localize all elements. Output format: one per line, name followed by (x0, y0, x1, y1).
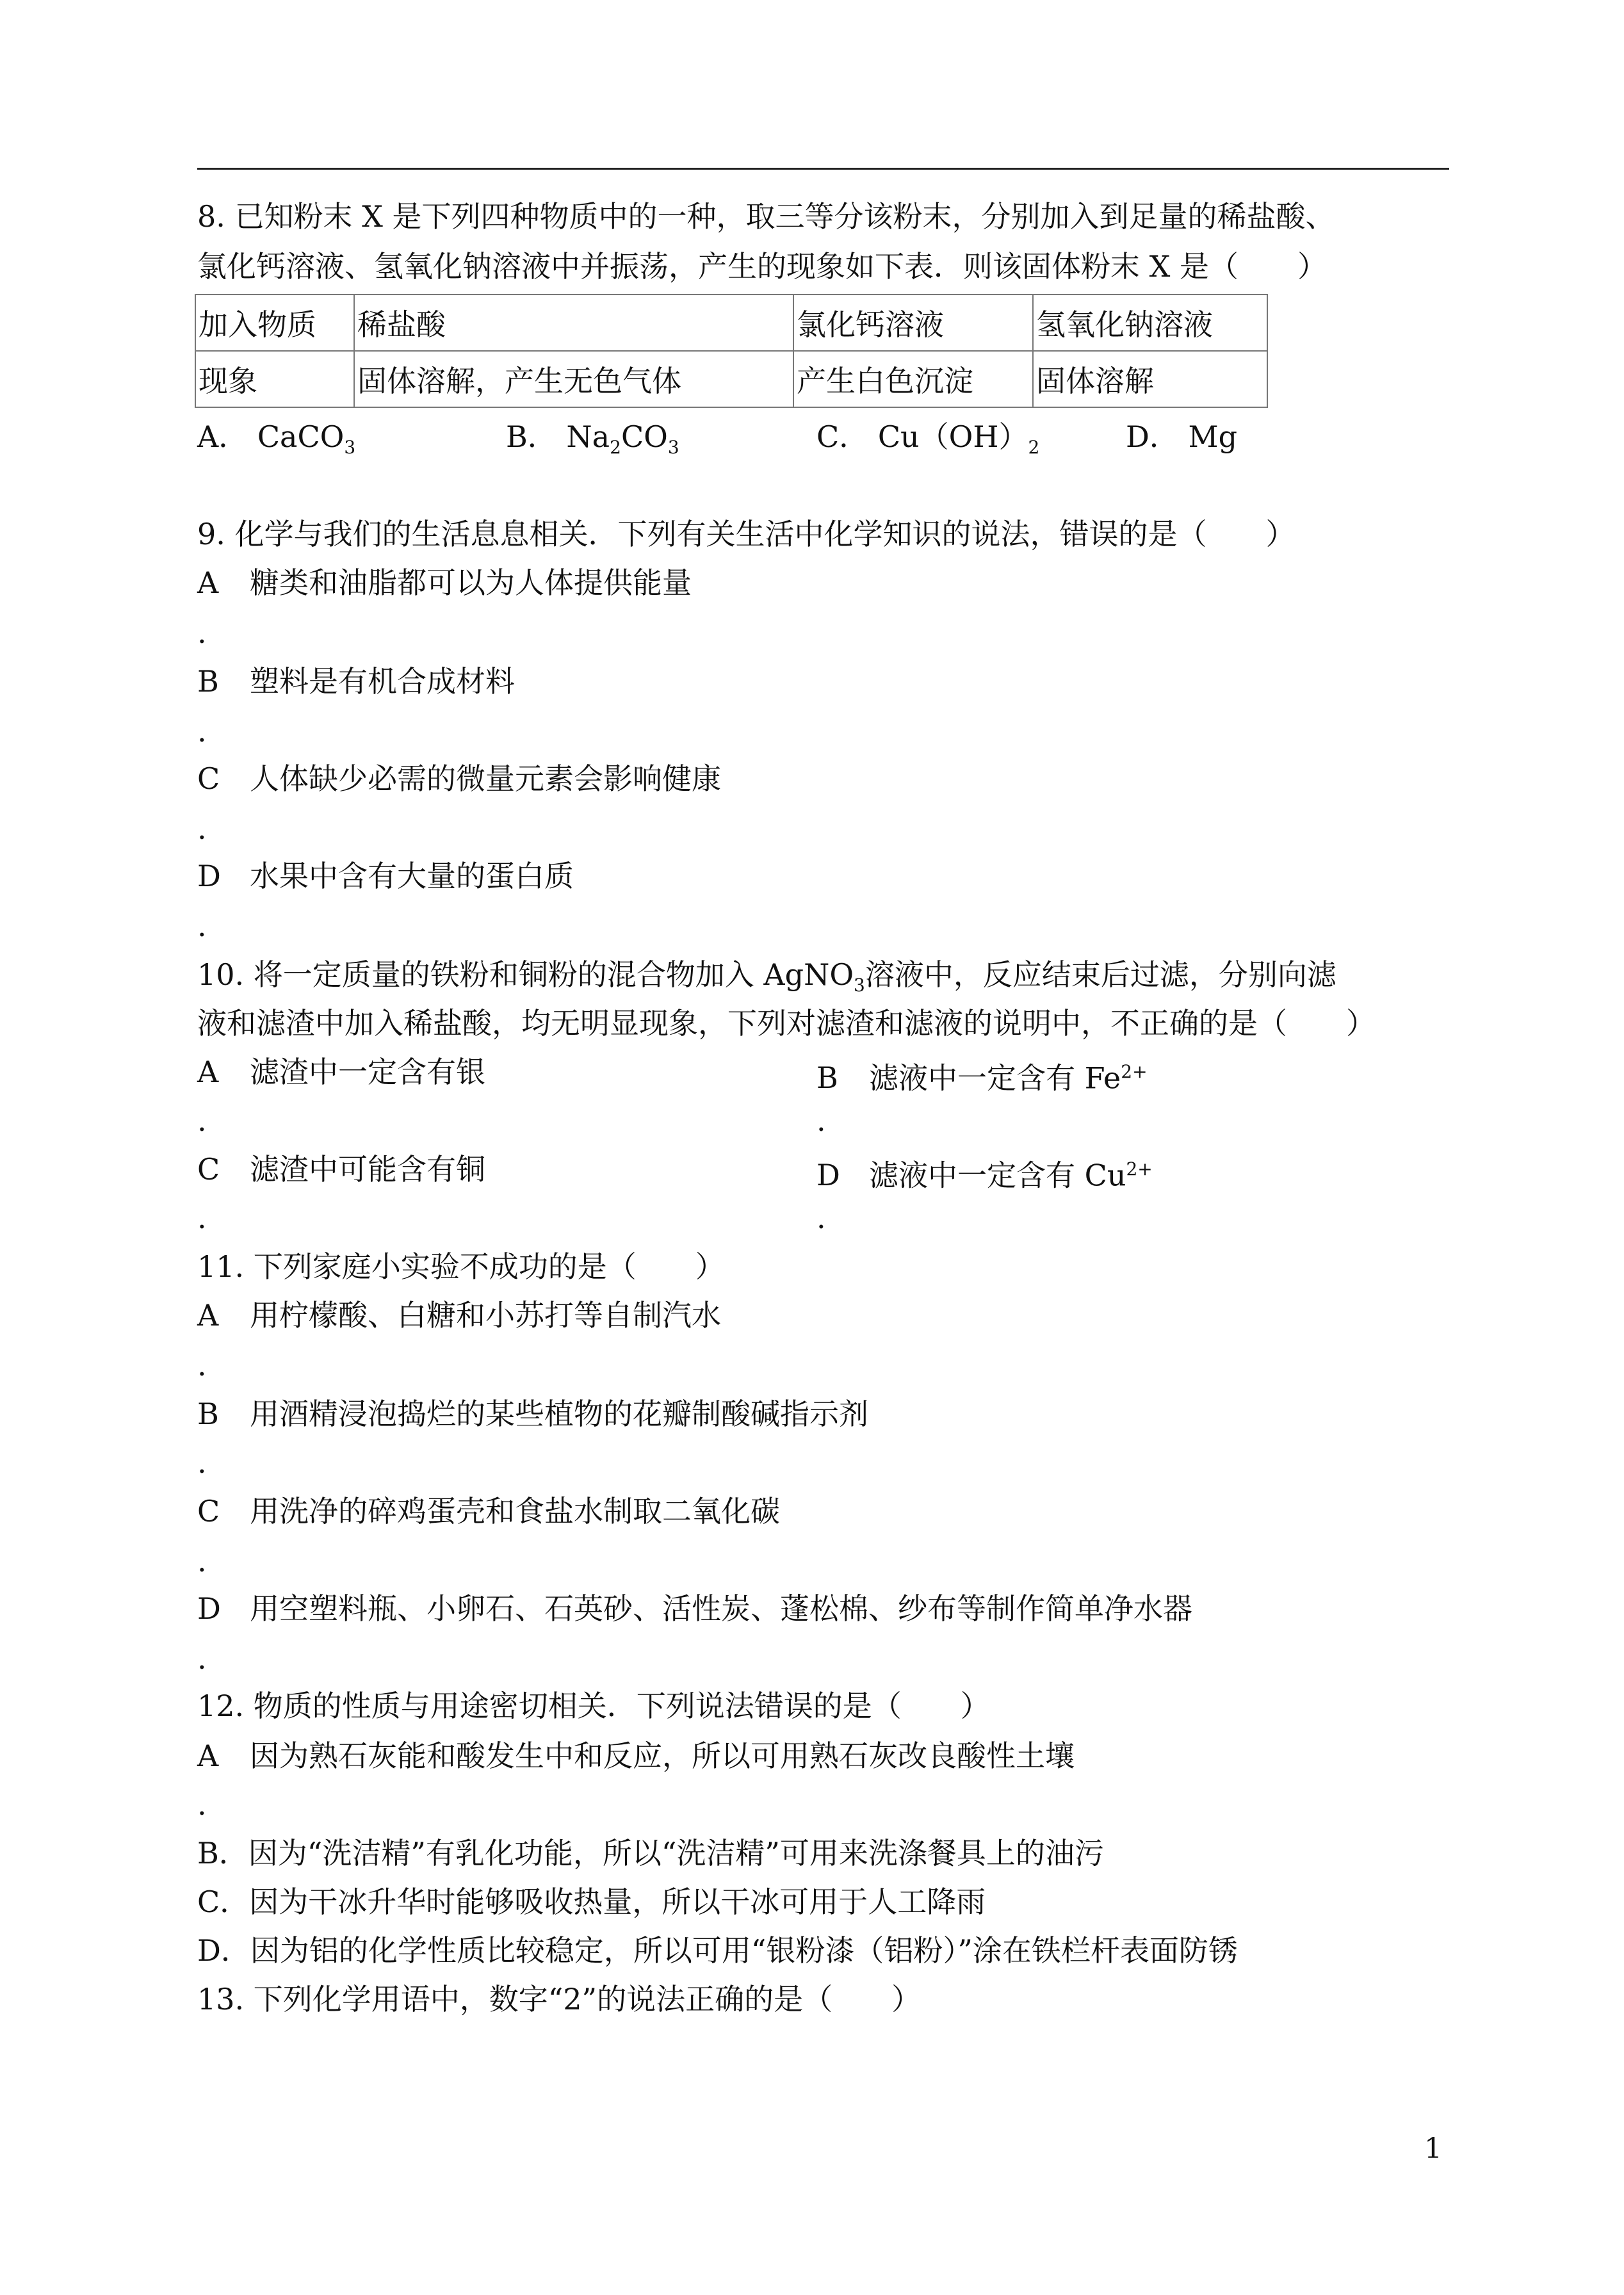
q12-option-b: B．因为“洗洁精”有乳化功能，所以“洗洁精”可用来洗涤餐具上的油污 (197, 1836, 1104, 1870)
table-cell: 固体溶解，产生无色气体 (354, 351, 793, 407)
option-dot: . (197, 1787, 207, 1822)
table-row (195, 295, 1267, 351)
q10-option-b: B 滤液中一定含有 $Fe^{2+}$ (816, 1060, 1148, 1096)
q8-option-a: A． CaCO$_3$ (197, 419, 356, 458)
option-dot: . (197, 1445, 207, 1480)
q8-option-d: D． Mg (1126, 419, 1238, 454)
q9-stem: 9. 化学与我们的生活息息相关．下列有关生活中化学知识的说法，错误的是（ ） (197, 517, 1295, 551)
q8-option-b: B． $Na_2CO_3$ (506, 419, 679, 458)
q11-option-d: D 用空塑料瓶、小卵石、石英砂、活性炭、蓬松棉、纱布等制作简单净水器 (197, 1591, 1192, 1626)
table-cell: 加入物质 (195, 295, 354, 351)
option-dot: . (197, 811, 207, 846)
q8-option-c: C． $Cu(OH)_2$ (816, 419, 1040, 458)
page-number: 1 (1424, 2132, 1442, 2165)
q10-option-a: A 滤渣中一定含有银 (197, 1055, 485, 1089)
table-cell: 现象 (195, 351, 354, 407)
q9-option-c: C 人体缺少必需的微量元素会影响健康 (197, 761, 721, 796)
option-dot: . (197, 615, 207, 650)
table-row (195, 351, 1267, 407)
option-dot: . (816, 1103, 826, 1138)
q10-stem-line2: 液和滤渣中加入稀盐酸，均无明显现象，下列对滤渣和滤液的说明中，不正确的是（ ） (197, 1006, 1376, 1041)
option-dot: . (197, 909, 207, 943)
table-cell: 产生白色沉淀 (793, 351, 1033, 407)
q10-stem-line1: 10. 将一定质量的铁粉和铜粉的混合物加入 AgNO$_3$溶液中，反应结束后过滤，分别向滤 (197, 957, 1336, 996)
q12-option-a: A 因为熟石灰能和酸发生中和反应，所以可用熟石灰改良酸性土壤 (197, 1739, 1075, 1773)
q12-option-c: C．因为干冰升华时能够吸收热量，所以干冰可用于人工降雨 (197, 1885, 986, 1919)
q12-option-d: D．因为铝的化学性质比较稳定，所以可用“银粉漆（铝粉）”涂在铁栏杆表面防锈 (197, 1933, 1238, 1968)
q11-option-a: A 用柠檬酸、白糖和小苏打等自制汽水 (197, 1298, 721, 1333)
q12-stem: 12. 物质的性质与用途密切相关．下列说法错误的是（ ） (197, 1689, 990, 1723)
option-dot: . (197, 1641, 207, 1676)
option-dot: . (197, 1201, 207, 1235)
q13-stem: 13. 下列化学用语中，数字“2”的说法正确的是（ ） (197, 1982, 922, 2016)
table-cell: 氯化钙溶液 (793, 295, 1033, 351)
q8-stem-line2: 氯化钙溶液、氢氧化钠溶液中并振荡，产生的现象如下表．则该固体粉末 X 是（ ） (197, 249, 1327, 284)
table-cell: 氢氧化钠溶液 (1033, 295, 1267, 351)
option-dot: . (816, 1201, 826, 1235)
header-rule (197, 168, 1449, 170)
q11-option-c: C 用洗净的碎鸡蛋壳和食盐水制取二氧化碳 (197, 1494, 780, 1529)
q9-option-d: D 水果中含有大量的蛋白质 (197, 859, 574, 893)
option-dot: . (197, 1103, 207, 1138)
q9-option-b: B 塑料是有机合成材料 (197, 664, 515, 699)
option-dot: . (197, 714, 207, 749)
table-cell: 稀盐酸 (354, 295, 793, 351)
q8-table (195, 294, 1268, 408)
q11-option-b: B 用酒精浸泡捣烂的某些植物的花瓣制酸碱指示剂 (197, 1397, 868, 1431)
q8-stem-line1: 8. 已知粉末 X 是下列四种物质中的一种，取三等分该粉末，分别加入到足量的稀盐酸、 (197, 199, 1335, 234)
q11-stem: 11. 下列家庭小实验不成功的是（ ） (197, 1249, 725, 1284)
option-dot: . (197, 1544, 207, 1578)
q10-option-d: D 滤液中一定含有 $Cu^{2+}$ (816, 1158, 1153, 1193)
option-dot: . (197, 1348, 207, 1383)
table-cell: 固体溶解 (1033, 351, 1267, 407)
q10-option-c: C 滤渣中可能含有铜 (197, 1152, 485, 1187)
q9-option-a: A 糖类和油脂都可以为人体提供能量 (197, 565, 692, 600)
